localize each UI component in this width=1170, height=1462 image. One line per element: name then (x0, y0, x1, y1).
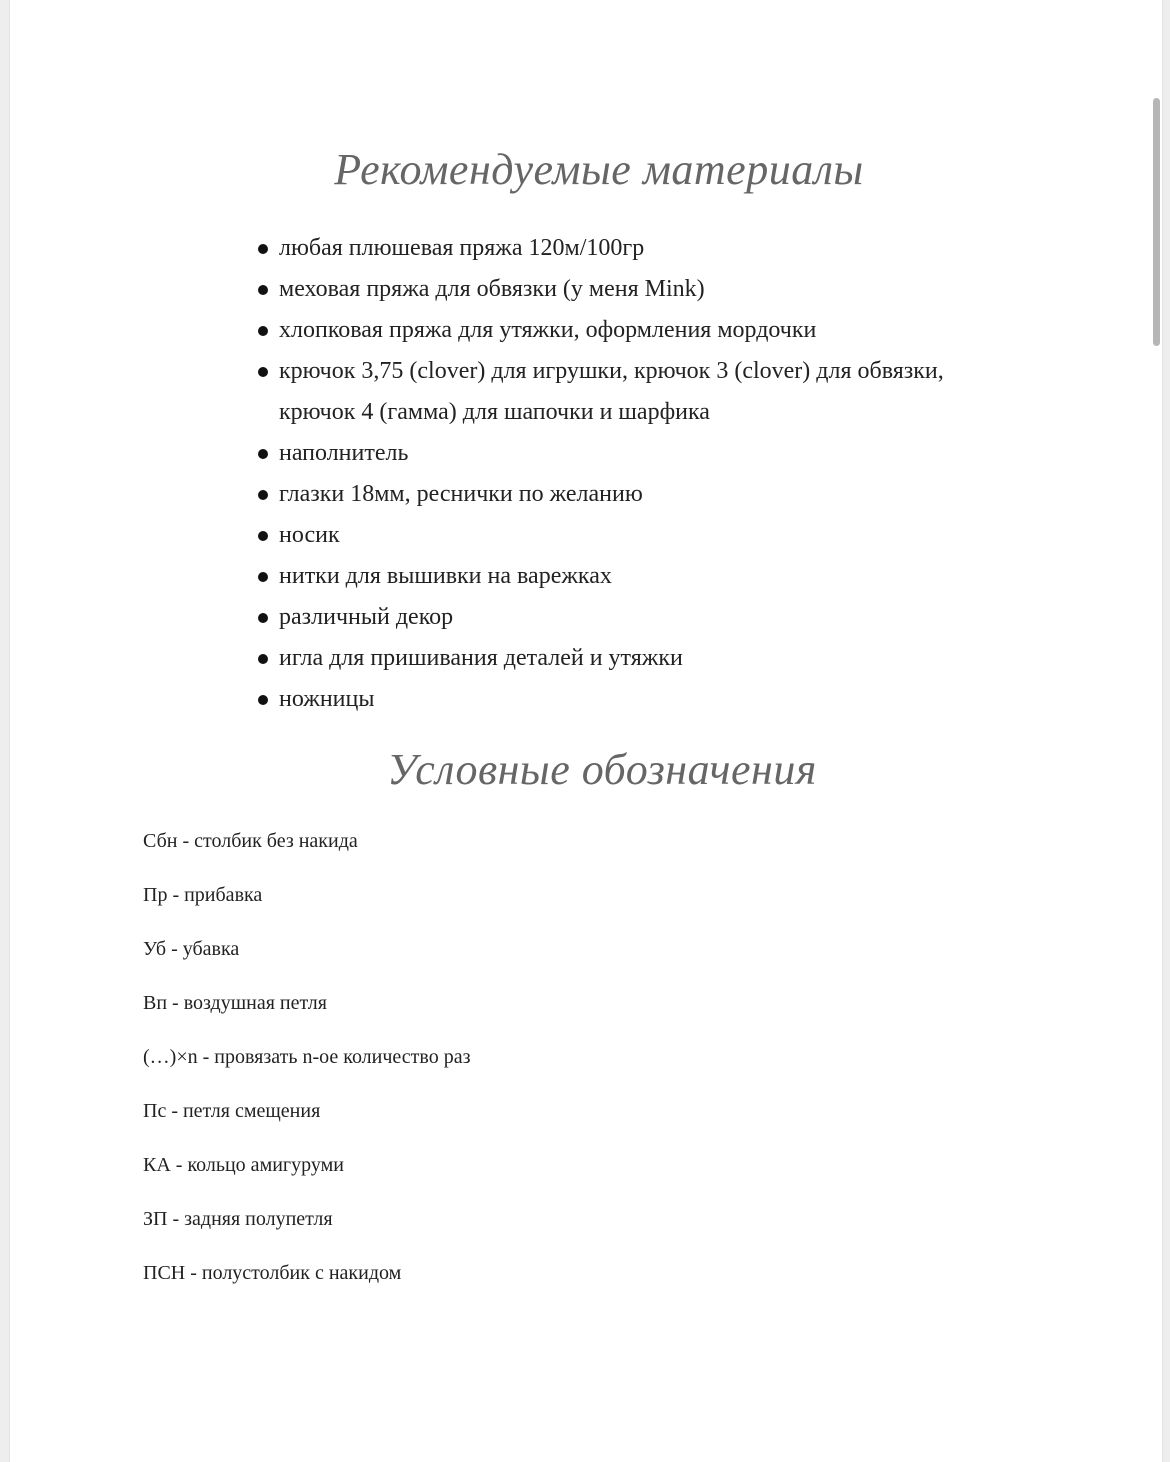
materials-item (244, 597, 1004, 638)
legend-item: Уб - убавка (143, 938, 240, 960)
bullet-icon (258, 367, 268, 377)
legend-item: ЗП - задняя полупетля (143, 1208, 333, 1230)
legend-item: Пс - петля смещения (143, 1100, 321, 1122)
materials-item-text: любая плюшевая пряжа 120м/100гр (279, 235, 645, 261)
materials-item (244, 679, 1004, 720)
bullet-icon (258, 285, 268, 295)
materials-item (244, 433, 1004, 474)
bullet-icon (258, 449, 268, 459)
materials-item-text: носик (279, 522, 340, 548)
materials-item (244, 228, 1004, 269)
materials-item (244, 351, 1004, 433)
legend-item: Сбн - столбик без накида (143, 830, 358, 852)
materials-item-text: глазки 18мм, реснички по желанию (279, 481, 643, 507)
legend-item: Вп - воздушная петля (143, 992, 327, 1014)
materials-item-text: нитки для вышивки на варежках (279, 563, 612, 589)
bullet-icon (258, 490, 268, 500)
legend-list (143, 829, 843, 1315)
materials-title: Рекомендуемые материалы (334, 145, 864, 194)
bullet-icon (258, 695, 268, 705)
materials-item (244, 556, 1004, 597)
materials-item (244, 310, 1004, 351)
bullet-icon (258, 613, 268, 623)
legend-item: Пр - прибавка (143, 884, 263, 906)
materials-list (244, 228, 1004, 720)
materials-item (244, 474, 1004, 515)
materials-item (244, 515, 1004, 556)
materials-item-text: меховая пряжа для обвязки (у меня Mink) (279, 276, 705, 302)
bullet-icon (258, 572, 268, 582)
legend-item: (…)×n - провязать n-ое количество раз (143, 1046, 471, 1068)
vertical-scrollbar[interactable] (1153, 98, 1160, 346)
legend-item: ПСН - полустолбик с накидом (143, 1262, 402, 1284)
bullet-icon (258, 531, 268, 541)
bullet-icon (258, 654, 268, 664)
bullet-icon (258, 326, 268, 336)
bullet-icon (258, 244, 268, 254)
legend-title: Условные обозначения (387, 745, 817, 794)
materials-item-text: различный декор (279, 604, 454, 630)
materials-item-text: хлопковая пряжа для утяжки, оформления мордочки (279, 317, 817, 343)
materials-item-text: ножницы (279, 686, 375, 712)
materials-item (244, 638, 1004, 679)
materials-item-text: крючок 3,75 (clover) для игрушки, крючок 3 (clover) для обвязки, крючок 4 (гамма) для шапочки и шарфика (279, 358, 944, 425)
document-page (10, 0, 1162, 1462)
materials-item (244, 269, 1004, 310)
materials-item-text: игла для пришивания деталей и утяжки (279, 645, 683, 671)
legend-item: КА - кольцо амигуруми (143, 1154, 344, 1176)
materials-item-text: наполнитель (279, 440, 409, 466)
